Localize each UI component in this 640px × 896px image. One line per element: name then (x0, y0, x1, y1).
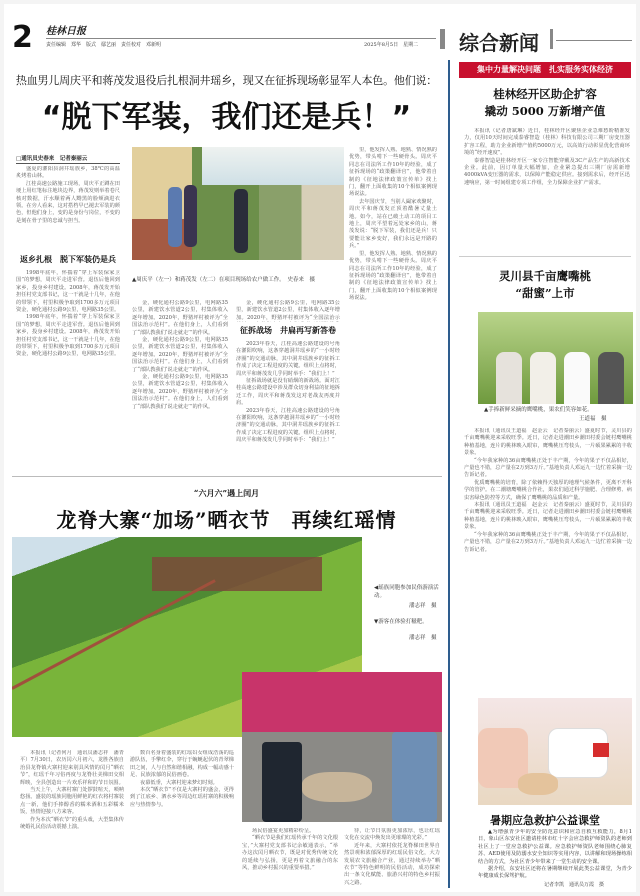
peach-photo (478, 312, 633, 404)
lead-col1: 盛夏的灌阳县洞井瑶族乡，38℃的高温炙烤着山林。 江桂高速公路施工现场，周庆平正蹲在田埂上用红笔标注地块边界，蒋茂发则举着卷尺核对数据，汗水顺着两人黝黑的脸颊滴进衣领。在旁人看来，这对搭档早已褪去军装的颜色，但他们身上，变的是身份与岗位，不变的是刻在骨子里的忠诚与担当。 (16, 166, 120, 224)
page-number: 2 (12, 20, 33, 55)
credit-1: 潘志祥 摄 (409, 603, 437, 609)
paper-logo: 桂林日报 (46, 26, 86, 37)
story3-body: ▲为增强青少年的安全防范意识和应急自救互救能力，8月1日，象山区东安社区邀请桂林市红十字会应急救护师资队的老师到社区上了一堂应急救护公益课。应急救护师资队老师围绕心肺复苏、AED使用及防溺水安全知识等实用内容，以讲解和现场操练相结合的方式，为社区青少年带来了一堂生动的安全课。 据介绍，东安社区还将在暑期继续开展此类公益课堂，为青少年健康成长保驾护航。 (478, 829, 632, 880)
lead-col1b: 1998年底年，怀揣着“穿上军装保家卫国”的梦想，周庆平走进军营。退伍后他回到家乡，投身乡村建设。2008年，蒋茂发开始担任村党支部书记，这一干就是十几年，在他的带领下，村里积极争取到1700多万元项目资金，硬化通村公路9公里，电网路35公里。 1998年底年，怀揣着“穿上军装保家卫国”的梦想，周庆平走进军营。退伍后他回到家乡，投身乡村建设。2008年，蒋茂发开始担任村党支部书记，这一干就是十几年，在他的带领下，村里积极争取到1700多万元项目资金，硬化通村公路9公里，电网路35公里。 (16, 270, 120, 358)
story2-caption: ▲手捧新鲜采摘的鹰嘴桃，果农们笑容如花。 (484, 407, 593, 413)
section-rule (556, 40, 632, 41)
section-bar-left (440, 29, 445, 49)
story1-body: 本报讯（记者唐斌琳）近日，桂林经开区聚焦企业急难愁盼精准发力，仅用10天时间完成泰睿智造（桂林）科技有限公司三期厂房变压器扩容工程，助力企业新增产值约5000万元，以高效行动彰显优化营商环境的“经开速度”。 泰睿智造是桂林经开区一家专注智能穿戴及3C产品生产的高新技术企业。此前，因订单量大幅增加，企业紧急提出三期厂房需新增4000kVA变压器的需求，以保障产能稳定供应。接到需求后，经开区迅速响应，第一时间组建专项工作组，全力保障企业扩产需求。 (464, 128, 630, 186)
feature-kicker: “六月六”遇上闰月 (193, 488, 260, 498)
story3-headline: 暑期应急救护公益课堂 (490, 814, 600, 827)
glutinous-rice-photo (242, 672, 442, 822)
sidebar-banner: 集中力量解决问题 扎实服务实体经济 (459, 62, 631, 78)
lead-subhead-2: 征拆战场 井扁再写新答卷 (240, 325, 336, 335)
feature-col4: 待，让节日氛围更加浓厚，也让红瑶文化在交流中焕发出更璀璨的光彩。” 近年来，大寨村依托龙脊梯田世界自然景观和浓郁深厚的红瑶民俗文化，大力发展农文旅融合产业，通过持续举办“晒衣节”等特色鲜明的民俗活动，成功探索出一条文化赋能、旅游兴村的特色乡村振兴之路。 (344, 828, 440, 886)
lead-photo-caption: ▲周庆平（左一）和蒋茂发（左二）在项目现场给农户做工作。 史春来 摄 (132, 277, 315, 283)
lead-kicker: 热血男儿周庆平和蒋茂发退役后扎根洞井瑶乡，现又在征拆现场彰显军人本色。他们说： (15, 74, 438, 87)
issue-date: 2025年8月5日 星期二 (364, 42, 419, 48)
story1-headline: 桂林经开区助企扩容 撬动 5000 万新增产值 (484, 87, 606, 118)
lead-headline: “脱下军装，我们还是兵！” (41, 100, 412, 135)
caption-2: ▼游客在体验打糍粑。 (374, 619, 428, 625)
lead-col3a: 金，硬化通村公路9公里，电网路35公里，新建饮水管道2公里，村集体收入逐年增加。2020年，野猪坪村被评为“全国法治示 (236, 300, 340, 321)
first-aid-photo (478, 698, 632, 805)
lead-col4: 里，他发挥人熟、地熟、情况熟的优势，带头啃下一些硬骨头。周庆平同志在司法所工作10年的经验，成了征拆现场的“政策翻译官”，他带着自制的《征地法律政策宣传单》找上门，翻开上面收集的10个相似案例现场说法。 去年国庆节，当别人阖家欢聚时，周庆平和蒋茂发正顶着酷暑丈量土地。如今，站在已破土动工的项目工地上，周庆平望着远处家乡的山，蒋茂发说：“脱下军装，我们还是兵！只要能让家乡变好，我们永远是开路的兵。” 里，他发挥人熟、地熟、情况熟的优势，带头啃下一些硬骨头。周庆平同志在司法所工作10年的经验，成了征拆现场的“政策翻译官”，他带着自制的《征地法律政策宣传单》找上门，翻开上面收集的10个相似案例现场说法。 (349, 147, 437, 302)
newspaper-page (4, 4, 636, 892)
feature-headline: 龙脊大寨“加场”晒衣节 再续红瑶情 (56, 508, 397, 532)
feature-col3: 场民俗盛宴更加精彩纷呈。 “晒衣节是我们红瑶传承千年的文化根宝，”大寨村党支部书记余敏通表示，“举办这次闰月晒衣节，既是对优秀传统文化的延续与弘扬，更是再着文旅融合的东风，推动乡村振兴的重要举措。” (242, 828, 338, 872)
lead-col2: 金，硬化通村公路9公里，电网路35公里，新建饮水管道2公里，村集体收入逐年增加。2020年，野猪坪村被评为“全国法治示范村”。在他们身上，人们看到了“部队教我们‘说走就走’”的作风。 金，硬化通村公路9公里，电网路35公里，新建饮水管道2公里，村集体收入逐年增加。2020年，野猪坪村被评为“全国法治示范村”。在他们身上，人们看到了“部队教我们‘说走就走’”的作风。 金，硬化通村公路9公里，电网路35公里，新建饮水管道2公里，村集体收入逐年增加。2020年，野猪坪村被评为“全国法治示范村”。在他们身上，人们看到了“部队教我们‘说走就走’”的作风。 (132, 300, 228, 410)
story2-credit: 王道福 摄 (579, 416, 607, 422)
lead-byline: □通讯员史春来 记者秦丽云 (16, 154, 120, 164)
story2-body: 本报讯（通讯员王道福 赵金云 记者秦丽云）盛夏时节，灵川县的千亩鹰嘴桃迎来采收旺季。近日，记者走进潮田乡潮田村委会链村鹰嘴桃种植基地，连片的桃林映入眼帘，鹰嘴桃压弯枝头，一片硕果累累的丰收景象。 “今年我家种的36亩鹰嘴桃正处于丰产期，今年的果子不仅品相好，产量也不错，总产量在2万到3万斤。”基地负责人邓运九一边忙着采摘一边告诉记者。 优质鹰嘴桃的培育，除了依赖得天独厚的地理气候条件，更离不开科学的管护。在二潮塘鹰嘴桃合作社，果农们通过科学施肥、合理修剪、病虫害绿色防控等方式，确保了鹰嘴桃的品质和产量。 本报讯（通讯员王道福 赵金云 记者秦丽云）盛夏时节，灵川县的千亩鹰嘴桃迎来采收旺季。近日，记者走进潮田乡潮田村委会链村鹰嘴桃种植基地，连片的桃林映入眼帘，鹰嘴桃压弯枝头，一片硕果累累的丰收景象。 “今年我家种的36亩鹰嘴桃正处于丰产期，今年的果子不仅品相好，产量也不错，总产量在2万到3万斤。”基地负责人邓运九一边忙着采摘一边告诉记者。 (464, 428, 632, 553)
credit-2: 潘志祥 摄 (409, 635, 437, 641)
feature-col1: 本报讯（记者何月 通讯员潘志祥 潘青平）7月30日，农历闰六月初六，龙胜各族自治县龙脊镇大寨村迎来别具风情的闰月“晒衣节”，红瑶千年习俗再度与龙脊壮美梯田交相辉映，全县创造出一片欢乐祥和的节日氛围。 当天上午，大寨村寨门处锣鼓喧天，唢呐悠扬。盛装的瑶族同胞用鲜艳的红衣将村寨装点一新，他们手捧醇香的糯米酒和五彩糯米饭，热情迎接八方来客。 作为本次“晒衣节”的重头戏，大型集体传统婚礼民俗活动震撼上演。 (20, 750, 124, 831)
section-title: 综合新闻 (459, 31, 539, 55)
header-rule (46, 38, 436, 39)
section-bar-right (550, 29, 553, 49)
story2-headline: 灵川县千亩鹰嘴桃 “甜蜜”上市 (499, 269, 591, 300)
lead-col3: 2023年春天，江桂高速公路建设的号角在灌阳吹响，这条穿越洞井瑶乡的“一小时经济圈”的交通动脉，其中洞井瑶族乡的征拆工作成了决定工程进度的关键。组织上点将时，周庆平和蒋茂发几乎同时举手：“我们上！” 征拆战场就是没有硝烟的新战场。面对江桂高速公路建设中涉及群众切身利益的征地拆迁工作，周庆平和蒋茂发这对老战友再度并肩。 2023年春天，江桂高速公路建设的号角在灌阳吹响，这条穿越洞井瑶乡的“一小时经济圈”的交通动脉，其中洞井瑶族乡的征拆工作成了决定工程进度的关键。组织上点将时，周庆平和蒋茂发几乎同时举手：“我们上！” (236, 341, 340, 444)
staff-credits: 责任编辑 郑华 版式 鄢艺丽 责任校对 邓新明 (46, 42, 162, 48)
feature-col2: 数百名身着盛装的红瑶妇女组成浩荡的巡游队伍，手擎红伞，穿行于蜿蜒起伏的青翠梯田之间，人与自然和谐相融，构成一幅动感十足、民族浓郁的民俗画卷。 夜幕低垂，大寨村迎来梦幻时刻。 本次“晒衣节”不仅是大寨村的盛会，更得到了江底乡、泗水乡等周边红瑶村寨的积极响应与热情参与。 (130, 750, 234, 808)
lead-subhead-1: 返乡扎根 脱下军装仍是兵 (20, 254, 116, 264)
story3-credit: 记者李凯 通讯员万霞 摄 (544, 882, 605, 888)
caption-1: ◀瑶族同胞参加民俗游演活动。 (374, 585, 439, 599)
sidebar-divider (459, 256, 631, 257)
lead-photo (132, 147, 344, 260)
section-divider (12, 476, 442, 477)
sidebar-rule (448, 60, 450, 888)
